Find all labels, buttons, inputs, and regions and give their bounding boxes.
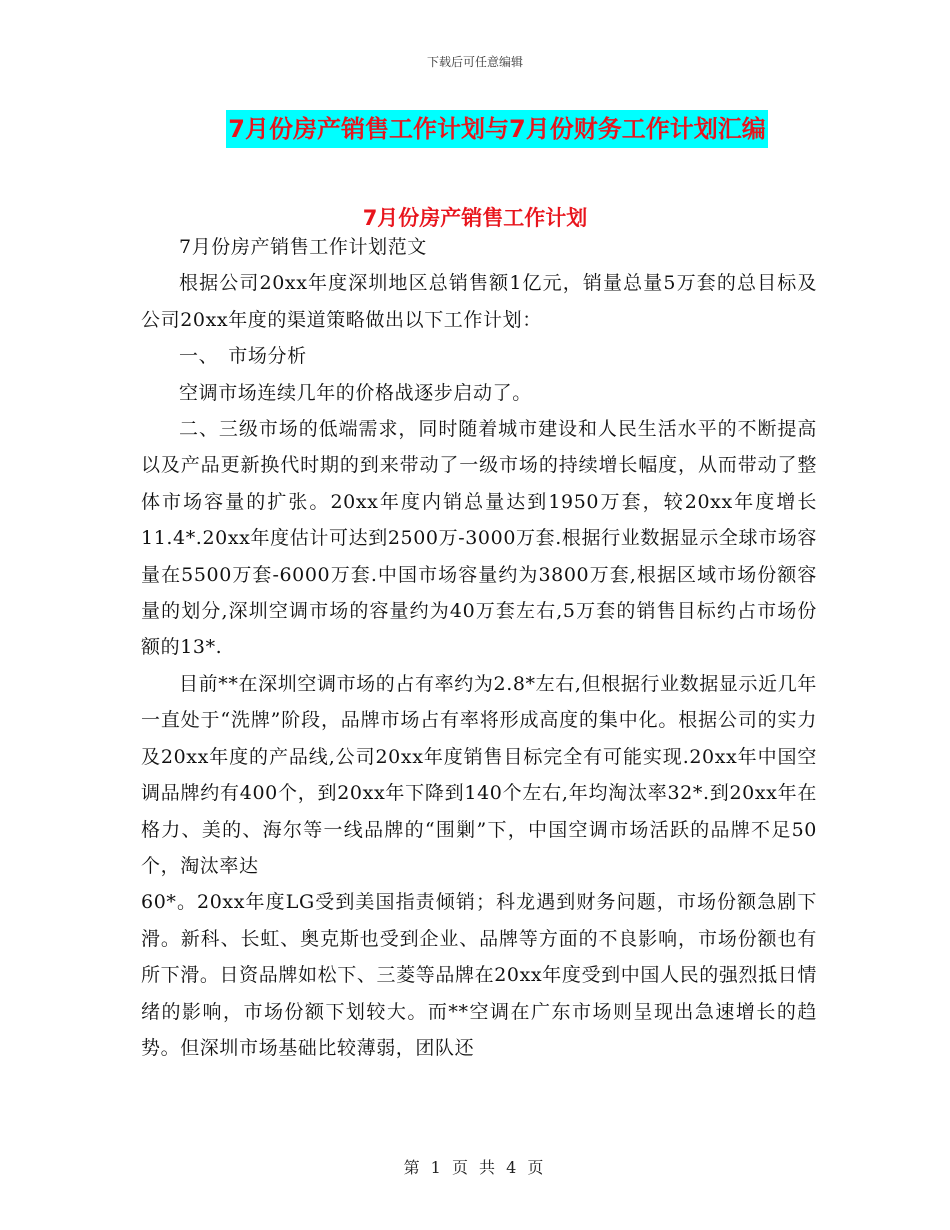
section-title: 7月份房产销售工作计划	[362, 206, 588, 230]
paragraph: 7月份房产销售工作计划范文	[179, 236, 427, 258]
paragraph: 二、三级市场的低端需求，同时随着城市建设和人民生活水平的不断提高以及产品更新换代时期的到来带动了一级市场的持续增长幅度，从而带动了整体市场容量的扩张。20xx年度内销总量达到1950万套，较20xx年度增长11.4*.20xx年度估计可达到2500万-3000万套.根据行业数据显示全球市场容量在5500万套-6000万套.中国市场容量约为3800万套,根据区域市场份额容量的划分,深圳空调市场的容量约为40万套左右,5万套的销售目标约占市场份额的13*.	[141, 418, 817, 659]
paragraph: 目前**在深圳空调市场的占有率约为2.8*左右,但根据行业数据显示近几年一直处于“洗牌”阶段，品牌市场占有率将形成高度的集中化。根据公司的实力及20xx年度的产品线,公司20xx年度销售目标完全有可能实现.20xx年中国空调品牌约有400个，到20xx年下降到140个左右,年均淘汰率32*.到20xx年在格力、美的、海尔等一线品牌的“围剿”下，中国空调市场活跃的品牌不足50个，淘汰率达	[141, 672, 817, 877]
header-note: 下载后可任意编辑	[426, 55, 523, 69]
main-title-container	[0, 110, 950, 148]
paragraph: 60*。20xx年度LG受到美国指责倾销；科龙遇到财务问题，市场份额急剧下滑。新科、长虹、奥克斯也受到企业、品牌等方面的不良影响，市场份额也有所下滑。日资品牌如松下、三菱等品牌在20xx年度受到中国人民的强烈抵日情绪的影响，市场份额下划较大。而**空调在广东市场则呈现出急速增长的趋势。但深圳市场基础比较薄弱，团队还	[141, 891, 817, 1059]
paragraph: 一、 市场分析	[179, 345, 307, 368]
document-title: 7月份房产销售工作计划与7月份财务工作计划汇编	[226, 110, 767, 148]
document-body	[141, 229, 817, 1066]
page-number-footer: 第 1 页 共 4 页	[403, 1158, 547, 1177]
paragraph: 空调市场连续几年的价格战逐步启动了。	[179, 381, 532, 404]
paragraph: 根据公司20xx年度深圳地区总销售额1亿元，销量总量5万套的总目标及公司20xx年度的渠道策略做出以下工作计划：	[141, 272, 817, 331]
